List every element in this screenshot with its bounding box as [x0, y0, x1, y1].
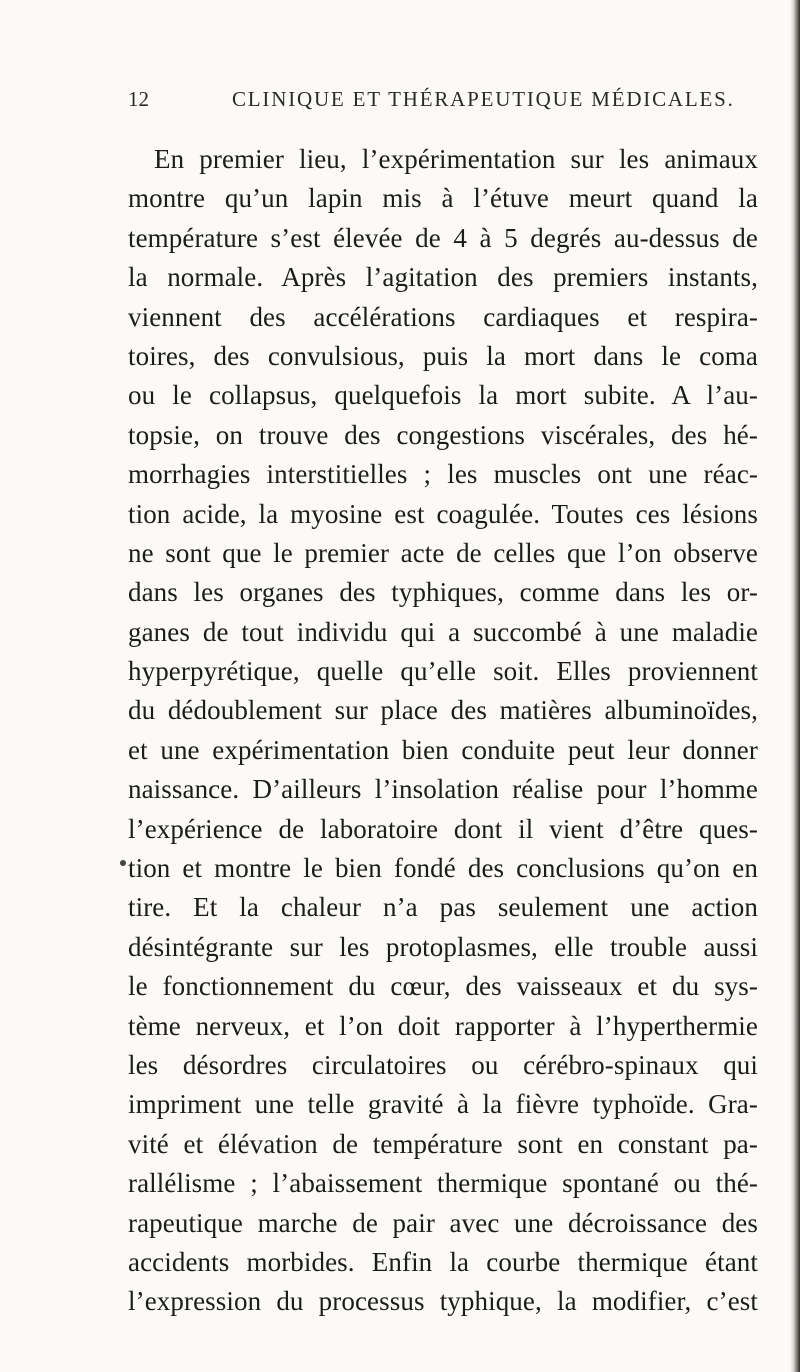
- text-line: l’expérience de laboratoire dont il vient d’être ques-: [128, 813, 758, 844]
- text-line: tème nerveux, et l’on doit rapporter à l’hyperthermie: [128, 1010, 758, 1041]
- text-line: naissance. D’ailleurs l’insolation réalise pour l’homme: [128, 774, 758, 805]
- text-line: rallélisme ; l’abaissement thermique spontané ou thé-: [128, 1168, 758, 1199]
- text-line: viennent des accélérations cardiaques et respira-: [128, 301, 758, 332]
- text-line: et une expérimentation bien conduite peut leur donner: [128, 734, 758, 765]
- text-line: topsie, on trouve des congestions viscérales, des hé-: [128, 419, 758, 450]
- text-line: la normale. Après l’agitation des premiers instants,: [128, 262, 758, 293]
- text-line: tire. Et la chaleur n’a pas seulement une action: [128, 892, 758, 923]
- page-number: 12: [128, 87, 149, 111]
- text-line: du dédoublement sur place des matières albuminoïdes,: [128, 695, 758, 726]
- text-line: dans les organes des typhiques, comme dans les or-: [128, 577, 758, 608]
- running-title: CLINIQUE ET THÉRAPEUTIQUE MÉDICALES.: [232, 87, 735, 111]
- text-line: toires, des convulsious, puis la mort dans le coma: [128, 340, 758, 371]
- margin-ink-spot: [120, 860, 126, 866]
- text-line: En premier lieu, l’expérimentation sur les animaux: [154, 144, 758, 174]
- text-line: accidents morbides. Enfin la courbe thermique étant: [128, 1246, 758, 1277]
- text-line: le fonctionnement du cœur, des vaisseaux et du sys-: [128, 971, 758, 1002]
- page-edge-shadow: [790, 0, 800, 1372]
- text-line: désintégrante sur les protoplasmes, elle trouble aussi: [128, 931, 758, 962]
- body-paragraph: [128, 140, 758, 1322]
- text-line: tion et montre le bien fondé des conclusions qu’on en: [128, 853, 758, 884]
- text-line: montre qu’un lapin mis à l’étuve meurt quand la: [128, 183, 758, 214]
- text-line: les désordres circulatoires ou cérébro-spinaux qui: [128, 1049, 758, 1080]
- page-header: [128, 87, 735, 117]
- text-line: hyperpyrétique, quelle qu’elle soit. Elles proviennent: [128, 656, 758, 687]
- text-line: température s’est élevée de 4 à 5 degrés au-dessus de: [128, 222, 758, 253]
- text-line: impriment une telle gravité à la fièvre typhoïde. Gra-: [128, 1089, 758, 1120]
- text-line: morrhagies interstitielles ; les muscles ont une réac-: [128, 459, 758, 490]
- text-line: ne sont que le premier acte de celles que l’on observe: [128, 537, 758, 568]
- text-line: tion acide, la myosine est coagulée. Toutes ces lésions: [128, 498, 758, 529]
- text-line: ou le collapsus, quelquefois la mort subite. A l’au-: [128, 380, 758, 411]
- text-line: rapeutique marche de pair avec une décroissance des: [128, 1207, 758, 1238]
- text-line: vité et élévation de température sont en constant pa-: [128, 1128, 758, 1159]
- text-line: ganes de tout individu qui a succombé à une maladie: [128, 616, 758, 647]
- text-line: l’expression du processus typhique, la modifier, c’est: [128, 1286, 758, 1317]
